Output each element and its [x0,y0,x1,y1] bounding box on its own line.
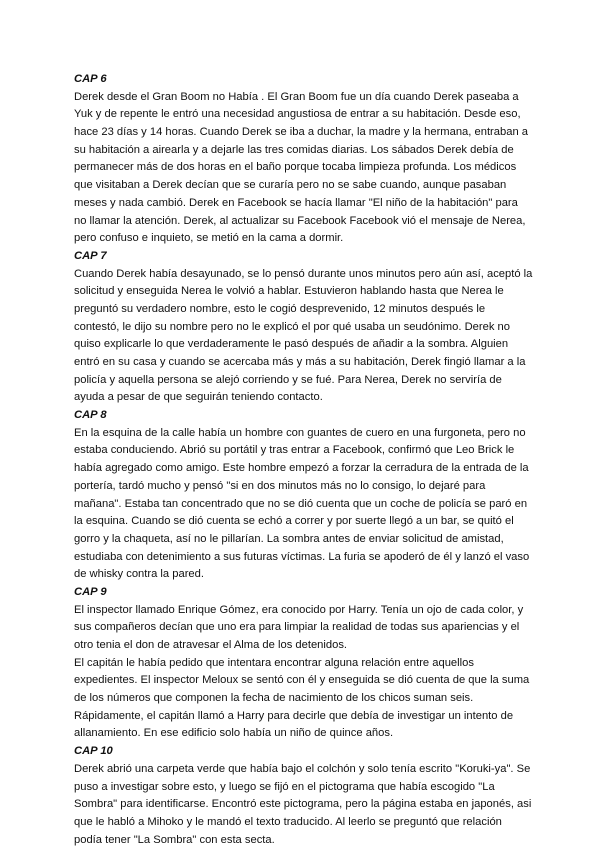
chapter-7 [74,248,534,407]
chapter-title: CAP 6 [74,73,107,85]
text-line: expedientes. El inspector Meloux se sentó con él y enseguida se dió cuenta de que la suma [74,674,530,687]
chapter-9 [74,584,534,743]
chapter-text [74,761,534,849]
text-line: El inspector llamado Enrique Gómez, era conocido por Harry. Tenía un ojo de cada color, y [74,603,524,616]
text-line: quiso explicarle lo que verdaderamente le pasó después de añadir a la sombra. Alguien [74,338,509,351]
chapter-title: CAP 8 [74,409,107,422]
chapter-10 [74,743,534,849]
text-line: El capitán le había pedido que intentara encontrar alguna relación entre aquellos [74,656,474,669]
text-line: meses y nada cambió. Derek en Facebook se hacía llamar "El niño de la habitación" para [74,196,518,209]
text-line: su habitación a airearla y a dejarle las tres comidas diarias. Los sábados Derek debía de [74,143,514,156]
text-line: contestó, le dijo su nombre pero no le explicó el por qué usaba un seudónimo. Derek no [74,320,510,333]
text-line: Cuando Derek había desayunado, se lo pensó durante unos minutos pero aún así, aceptó la [74,267,533,280]
chapter-title: CAP 7 [74,249,107,262]
text-line: entró en su casa y cuando se acercaba más y más a su habitación, Derek fingió llamar a la [74,356,526,368]
chapter-text [74,89,534,248]
text-line: hace 23 días y 14 horas. Cuando Derek se iba a duchar, la madre y la hermana, entraban a [74,126,528,139]
chapter-text [74,266,534,408]
chapter-text [74,425,534,584]
chapter-6 [74,71,534,248]
text-line: preguntó su verdadero nombre, esto le cogió desprevenido, 12 minutos después le [74,302,486,315]
chapter-title: CAP 9 [74,585,107,598]
text-line: que visitaban a Derek decían que se curaría pero no se sabe cuando, aunque pasaban [74,179,507,192]
text-line: ayuda a pesar de que seguirán teniendo contacto. [74,391,323,404]
text-line: allanamiento. En ese edificio solo había un niño de quince años. [74,727,394,740]
text-line: Rápidamente, el capitán llamó a Harry para decirle que debía de investigar un intento de [74,709,514,722]
text-line: estaba conduciendo. Abrió su portátil y tras entrar a Facebook, confirmó que Leo Brick le [74,444,515,457]
text-line: portería, tardó mucho y pensó "si en dos minutos más no lo consigo, lo dejaré para [74,479,486,492]
text-line: permanecer más de dos horas en el baño porque tocaba limpieza profunda. Los médicos [74,161,517,174]
chapter-8 [74,407,534,584]
text-line: estudiaba con detenimiento a sus futuras víctimas. La furia se apoderó de él y lanzó el vaso [74,550,530,563]
chapter-text [74,602,534,744]
text-line: mañana". Estaba tan concentrado que no se dió cuenta que un coche de policía se paró en [74,497,528,510]
text-line: Derek desde el Gran Boom no Había . El Gran Boom fue un día cuando Derek paseaba a [74,90,519,103]
text-line: de whisky contra la pared. [74,568,204,581]
text-line: solicitud y enseguida Nerea le volvió a hablar. Estuvieron hablando hasta que Nerea le [74,285,504,298]
document-body [74,71,534,849]
text-line: sus compañeros decían que uno era para limpiar la realidad de todas sus apariencias y el [74,621,520,634]
text-line: gorro y la chaqueta, así no le pillarían. La sombra antes de enviar solicitud de amistad, [74,532,504,545]
text-line: otro tenia el don de atravesar el Alma de los detenidos. [74,639,348,651]
text-line: podía tener "La Sombra" con esta secta. [74,833,275,846]
text-line: puso a investigar sobre esto, y luego se fijó en el pictograma que había escogido "La [74,780,495,793]
text-line: Sombra" para identificarse. Encontró este pictograma, pero la página estaba en japonés, asi [74,798,532,811]
text-line: la esquina. Cuando se dió cuenta se echó a correr y por suerte llegó a un bar, se quitó el [74,515,514,528]
text-line: En la esquina de la calle había un hombre con guantes de cuero en una furgoneta, pero no [74,426,526,439]
text-line: había agregado como amigo. Este hombre empezó a forzar la cerradura de la entrada de la [74,462,529,475]
text-line: policía y aquella persona se alejó corriendo y se fué. Para Nerea, Derek no serviría de [74,373,502,386]
text-line: pero confuso e inquieto, se metió en la cama a dormir. [74,232,344,245]
text-line: de los números que componen la fecha de nacimiento de los chicos suman seis. [74,692,474,705]
text-line: no llamar la atención. Derek, al actualizar su Facebook Facebook vió el mensaje de Nerea, [74,214,526,227]
text-line: Yuk y de repente le entró una necesidad angustiosa de entrar a su habitación. Desde eso, [74,108,521,121]
chapter-title: CAP 10 [74,745,113,758]
text-line: Derek abrió una carpeta verde que había bajo el colchón y solo tenía escrito "Koruki-ya". Se [74,762,531,775]
text-line: que le habló a Mihoko y le mandó el texto traducido. Al leerlo se preguntó que relación [74,815,502,828]
